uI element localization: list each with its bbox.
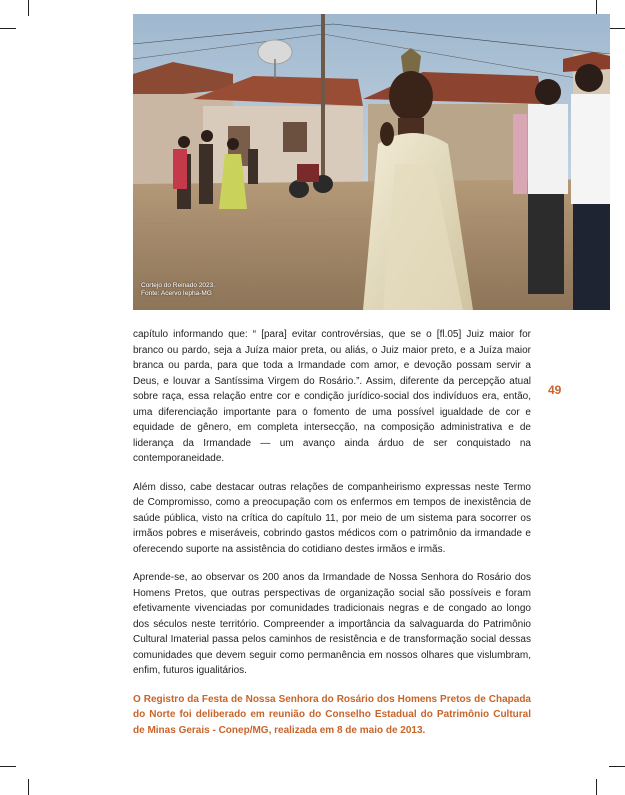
crop-mark <box>609 766 625 767</box>
body-text <box>133 327 531 751</box>
crop-mark <box>596 779 597 795</box>
page-number: 49 <box>548 383 562 397</box>
caption-source: Fonte: Acervo Iepha-MG <box>141 290 212 297</box>
crop-mark <box>28 0 29 16</box>
crop-mark <box>609 28 625 29</box>
paragraph: Aprende-se, ao observar os 200 anos da Irmandade de Nossa Senhora do Rosário dos Homens Pretos, que outras perspectivas de organização social são possíveis e foram efetivamente vivenciadas por comunidades tradicionais negras e de congado ao longo dos séculos neste território. Compreender a importância da salvaguarda do Patrimônio Cultural Imaterial passa pelos caminhos de resistência e de transformação social dessas comunidades que devem seguir como permanência em nossos olhares que vislumbram, enfim, futuros igualitários. <box>133 572 531 676</box>
photo-caption <box>141 282 215 298</box>
crop-mark <box>28 779 29 795</box>
caption-title: Cortejo do Reinado 2023. <box>141 282 216 289</box>
paragraph: capítulo informando que: “ [para] evitar controvérsias, que se o [fl.05] Juiz maior for branco ou pardo, seja a Juíza maior preta, ou aliás, o Juiz maior preto, e a Juíza maior branca ou parda, para que toda a Irmandade com amor, e devoção possam servir a Deus, e louvar a Santíssima Virgem do Rosário.”. Assim, diferente da percepção atual sobre raça, essa relação entre cor e condição jurídico-social dos indivíduos era, então, uma diferenciação importante para o fomento de uma possível igualdade de cor e equidade de gênero, em completa intersecção, na composição administrativa e de liderança da Irmandade — um avanço ainda árduo de ser conquistado na contemporaneidade. <box>133 329 531 464</box>
reinado-photo <box>133 14 610 310</box>
crop-mark <box>0 28 16 29</box>
paragraph: Além disso, cabe destacar outras relações de companheirismo expressas neste Termo de Compromisso, como a preocupação com os enfermos em tempos de inexistência de saúde pública, visto na crítica do capítulo 11, por meio de um sistema para socorrer os irmãos pobres e miseráveis, cobrindo gastos médicos com o patrimônio da irmandade e oferecendo suporte na assistência do cotidiano destes irmãos e irmãs. <box>133 481 531 555</box>
crop-mark <box>0 766 16 767</box>
highlight-note: O Registro da Festa de Nossa Senhora do Rosário dos Homens Pretos de Chapada do Norte foi deliberado em reunião do Conselho Estadual do Patrimônio Cultural de Minas Gerais - Conep/MG, realizada em 8 de maio de 2013. <box>133 693 531 736</box>
